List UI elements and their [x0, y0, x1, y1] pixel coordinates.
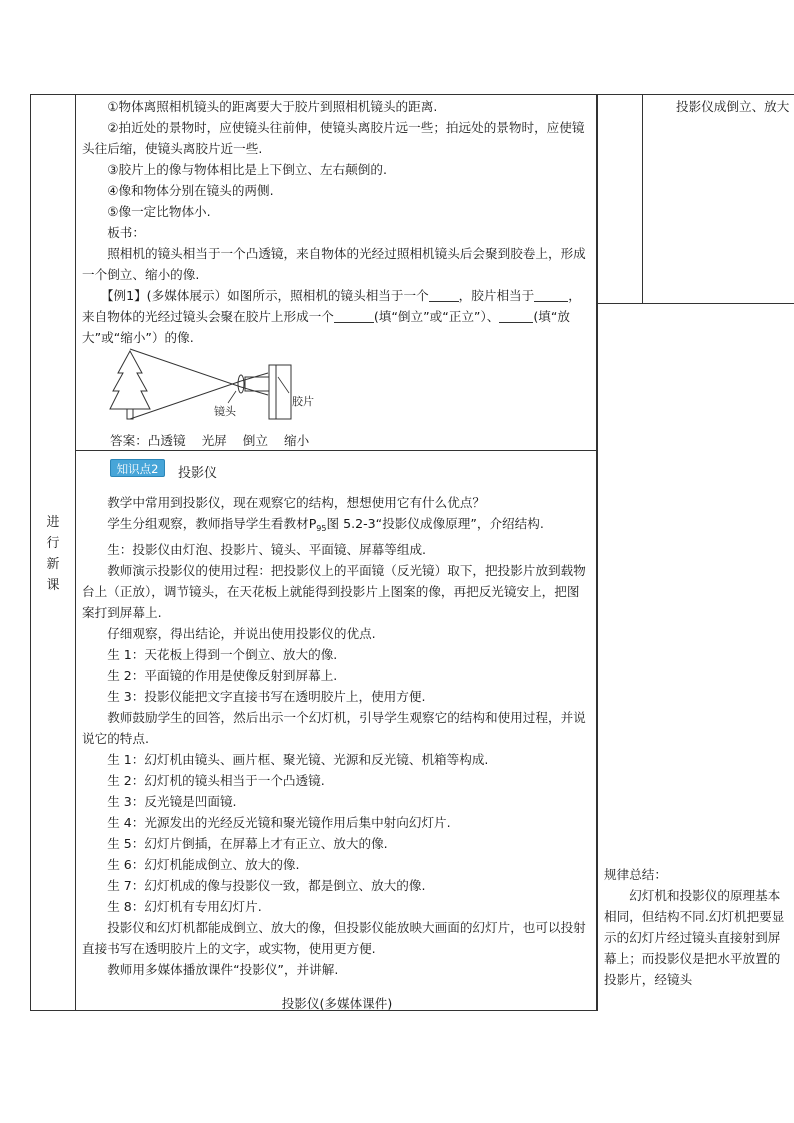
- slide-student-3: 生 3：反光镜是凹面镜.: [107, 794, 237, 809]
- side-label-new-lesson: [32, 512, 74, 596]
- leader-line: [228, 391, 236, 403]
- answer-blank: [534, 287, 568, 302]
- lens-icon: [238, 375, 244, 393]
- point-2: ②拍近处的景物时，应使镜头往前伸，使镜头离胶片远一些；拍远处的景物时，应使镜头往后缩，使镜头离胶片近一些.: [82, 120, 585, 156]
- right-top-text: 投影仪成倒立、放大: [676, 99, 790, 114]
- example-1: [82, 285, 592, 348]
- slide-student-8: 生 8：幻灯机有专用幻灯片.: [107, 899, 262, 914]
- student-2: 生 2：平面镜的作用是使像反射到屏幕上.: [107, 668, 338, 683]
- answer-1: 答案：凸透镜: [110, 433, 186, 448]
- right-table-divider: [642, 94, 643, 303]
- rule-summary-body: 幻灯机和投影仪的原理基本相同，但结构不同.幻灯机把要显示的幻灯片经过镜头直接射到屏幕上；而投影仪是把水平放置的投影片，经镜头: [604, 888, 785, 987]
- leader-line: [278, 377, 289, 393]
- film-label: 胶片: [292, 395, 314, 408]
- example-text-3: ，来自物体的光经过镜头会聚在胶片上形成一个: [82, 288, 581, 324]
- side-label-char: 行: [46, 536, 60, 551]
- rule-summary-title: 规律总结：: [604, 867, 667, 882]
- observe-instruction: [82, 513, 592, 539]
- table-column-divider: [75, 94, 76, 1011]
- point-3: ③胶片上的像与物体相比是上下倒立、左右颠倒的.: [107, 162, 387, 177]
- side-label-char: 进: [46, 515, 60, 530]
- teacher-demo: 教师演示投影仪的使用过程：把投影仪上的平面镜（反光镜）取下，把投影片放到载物台上（正放），调节镜头，在天花板上就能得到投影片上图案的像，再把反光镜安上，把图案打到屏幕上.: [82, 563, 586, 620]
- tree-icon: [110, 351, 150, 409]
- point-5: ⑤像一定比物体小.: [107, 204, 211, 219]
- intro: 教学中常用到投影仪，现在观察它的结构，想想使用它有什么优点？: [107, 495, 485, 510]
- student-1: 生 1：天花板上得到一个倒立、放大的像.: [107, 647, 338, 662]
- right-table-bottom: [597, 303, 794, 304]
- student-3: 生 3：投影仪能把文字直接书写在透明胶片上，使用方便.: [107, 689, 426, 704]
- camera-diagram: [108, 345, 338, 425]
- lens-label: 镜头: [214, 405, 236, 418]
- page-prefix: P: [308, 516, 317, 531]
- rule-summary: [604, 864, 790, 990]
- projector-section: [82, 492, 592, 980]
- right-table-left: [597, 94, 598, 1011]
- answer-line: [110, 430, 321, 449]
- tree-trunk: [127, 409, 133, 419]
- table-row-divider: [75, 450, 597, 451]
- camera-section: [82, 96, 592, 348]
- camera-body: [269, 365, 291, 419]
- knowledge-point-badge: 知识点2: [110, 459, 165, 477]
- slide-student-6: 生 6：幻灯机能成倒立、放大的像.: [107, 857, 300, 872]
- right-table-top: [597, 94, 794, 95]
- multimedia: 教师用多媒体播放课件“投影仪”，并讲解.: [107, 962, 339, 977]
- point-1: ①物体离照相机镜头的距离要大于胶片到照相机镜头的距离.: [107, 99, 438, 114]
- slide-student-1: 生 1：幻灯机由镜头、画片框、聚光镜、光源和反光镜、机箱等构成.: [107, 752, 489, 767]
- slide-student-5: 生 5：幻灯片倒插，在屏幕上才有正立、放大的像.: [107, 836, 388, 851]
- courseware-title: 投影仪(多媒体课件): [281, 996, 393, 1011]
- example-text-5: (填“放大”或“缩小”）的像.: [82, 309, 570, 345]
- side-label-char: 新: [46, 557, 60, 572]
- observe-conclude: 仔细观察，得出结论，并说出使用投影仪的优点.: [107, 626, 376, 641]
- textbook-ref: [309, 516, 544, 531]
- slide-student-7: 生 7：幻灯机成的像与投影仪一致，都是倒立、放大的像.: [107, 878, 426, 893]
- answer-blank: [334, 308, 374, 323]
- observe-text: 学生分组观察，教师指导学生看教材: [107, 516, 309, 531]
- example-text-2: ，胶片相当于: [458, 288, 535, 303]
- answer-blank: [499, 308, 533, 323]
- answer-blank: [429, 287, 459, 302]
- student-answer: 生：投影仪由灯泡、投影片、镜头、平面镜、屏幕等组成.: [107, 542, 427, 557]
- summary: 投影仪和幻灯机都能成倒立、放大的像，但投影仪能放映大画面的幻灯片，也可以投射直接书写在透明胶片上的文字，或实物，使用更方便.: [82, 920, 586, 956]
- slide-student-2: 生 2：幻灯机的镜头相当于一个凸透镜.: [107, 773, 325, 788]
- board-text: 照相机的镜头相当于一个凸透镜，来自物体的光经过照相机镜头后会聚到胶卷上，形成一个倒立、缩小的像.: [82, 246, 586, 282]
- side-label-char: 课: [46, 578, 60, 593]
- figure-ref: 图 5.2-3“投影仪成像原理”，介绍结构.: [326, 516, 544, 531]
- slide-student-4: 生 4：光源发出的光经反光镜和聚光镜作用后集中射向幻灯片.: [107, 815, 451, 830]
- example-text-1: 【例1】(多媒体展示）如图所示，照相机的镜头相当于一个: [100, 288, 429, 303]
- board-heading: 板书：: [107, 225, 145, 240]
- answer-3: 倒立: [242, 433, 268, 448]
- point-4: ④像和物体分别在镜头的两侧.: [107, 183, 274, 198]
- answer-2: 光屏: [201, 433, 227, 448]
- page-number: 95: [316, 524, 327, 533]
- section-title: 投影仪: [178, 466, 218, 481]
- example-text-4: (填“倒立”或“正立”）、: [373, 309, 500, 324]
- light-ray: [130, 349, 241, 387]
- answer-4: 缩小: [283, 433, 310, 448]
- teacher-encourage: 教师鼓励学生的回答，然后出示一个幻灯机，引导学生观察它的结构和使用过程，并说说它的特点.: [82, 710, 586, 746]
